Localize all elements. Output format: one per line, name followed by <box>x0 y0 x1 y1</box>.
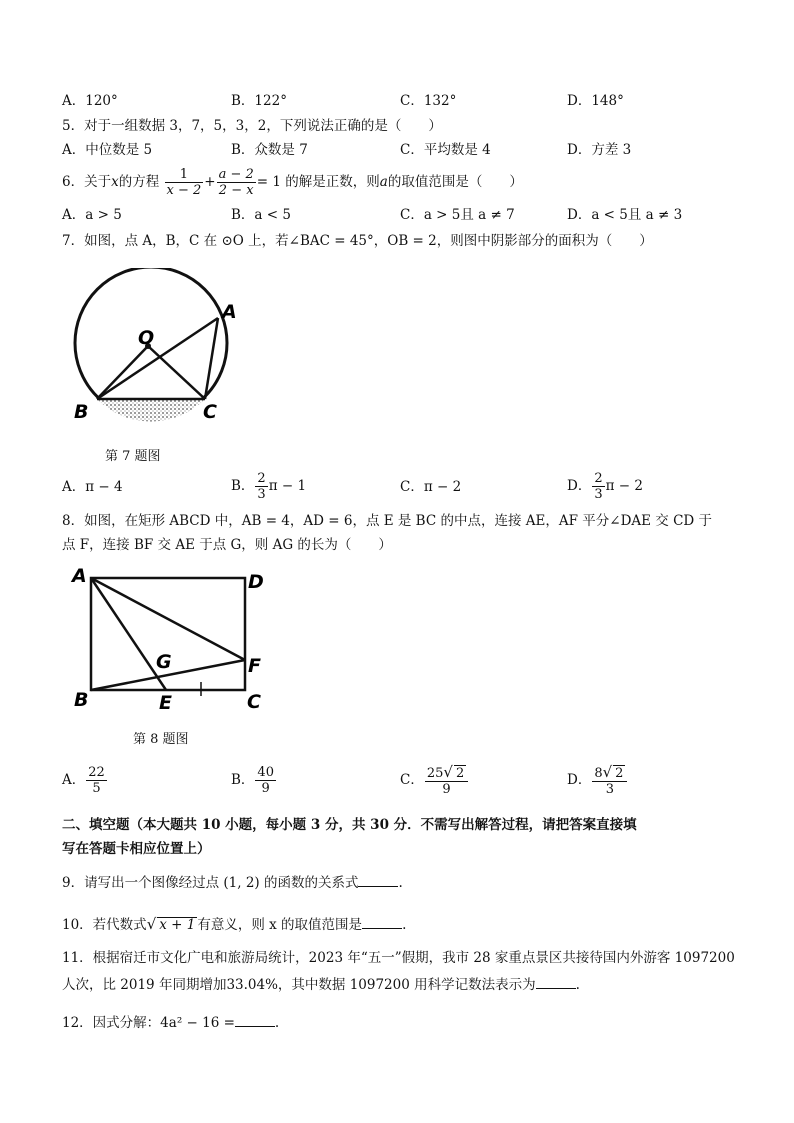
q8-option-a-fraction <box>86 765 107 796</box>
q5-option-c: C．平均数是 4 <box>400 142 491 158</box>
q8-option-c-prefix: C． <box>400 772 424 788</box>
q7-option-d <box>567 466 643 506</box>
q8-option-d-num <box>592 762 627 781</box>
q12-answer-blank[interactable] <box>235 1012 275 1027</box>
q6-suffix: 的取值范围是（ ） <box>387 174 523 190</box>
q6-eq: = 1 的解是正数，则 <box>256 174 380 190</box>
q8-option-d-coef: 8 <box>594 765 603 781</box>
q8-figure <box>66 562 276 722</box>
q8-option-d <box>567 760 628 800</box>
q7-option-b-prefix: B． <box>231 478 255 494</box>
section2-heading-line1: 二、填空题（本大题共 10 小题，每小题 3 分，共 30 分．不需写出解答过程，请把答案直接填 <box>62 817 637 833</box>
q9-end: . <box>398 875 403 891</box>
q10-answer-blank[interactable] <box>362 914 402 929</box>
q11-end: . <box>575 977 580 993</box>
q5-option-a: A．中位数是 5 <box>62 142 153 158</box>
q11-line1: 11．根据宿迁市文化广电和旅游局统计，2023 年“五一”假期，我市 28 家重点景区共接待国内外游客 1097200 <box>62 950 735 966</box>
q8-option-d-radicand: 2 <box>615 765 624 781</box>
q7-option-b-den: 3 <box>257 487 266 502</box>
q4-option-d: D．148° <box>567 93 624 109</box>
q7-shaded-segment <box>97 399 205 422</box>
q12-end: . <box>274 1015 280 1031</box>
q8-stem-line2: 点 F，连接 BF 交 AE 于点 G，则 AG 的长为（ ） <box>62 537 392 553</box>
q6-option-b: B．a < 5 <box>231 207 291 223</box>
q6-frac2-den: 2 − x <box>217 182 256 198</box>
q7-option-d-prefix: D． <box>567 478 592 494</box>
q8-option-c-radicand: 2 <box>455 765 465 781</box>
q8-label-c: C <box>247 691 261 713</box>
q8-segment-af <box>91 578 245 660</box>
q6-var-a: a <box>379 174 388 190</box>
q7-option-d-den: 3 <box>594 487 603 502</box>
q8-option-b-den: 9 <box>255 780 276 796</box>
q11-line2 <box>62 974 580 994</box>
q8-label-d: D <box>248 571 264 593</box>
q8-option-a-prefix: A． <box>62 772 86 788</box>
q8-option-d-radical-sign: √ <box>602 762 613 781</box>
q11-line2-text: 人次，比 2019 年同期增加33.04%，其中数据 1097200 用科学记数法表示为 <box>62 977 536 993</box>
q7-caption: 第 7 题图 <box>105 449 161 464</box>
q7-option-d-num: 2 <box>594 471 603 486</box>
q9-answer-blank[interactable] <box>358 872 398 887</box>
q8-label-b: B <box>74 689 89 711</box>
section2-heading-line2: 写在答题卡相应位置上） <box>62 841 211 857</box>
q8-option-a-num: 22 <box>88 765 105 780</box>
q6-option-a: A．a > 5 <box>62 207 122 223</box>
q8-option-c-den: 9 <box>425 781 468 797</box>
q8-option-d-fraction <box>592 762 627 797</box>
q7-option-d-suffix: π − 2 <box>605 478 643 494</box>
q7-option-d-fraction <box>592 471 604 502</box>
q5-stem: 5．对于一组数据 3，7，5，3，2，下列说法正确的是（ ） <box>62 118 442 134</box>
q4-option-c: C．132° <box>400 93 457 109</box>
q7-option-b-suffix: π − 1 <box>268 478 307 494</box>
q9-line <box>62 872 403 892</box>
q10-suffix: 有意义，则 x 的取值范围是 <box>197 917 363 933</box>
q5-option-d: D．方差 3 <box>567 142 632 158</box>
q6-mid: 的方程 <box>118 174 160 190</box>
q8-option-a <box>62 760 108 800</box>
q7-stem: 7．如图，点 A，B，C 在 ⊙O 上，若∠BAC = 45°，OB = 2，则图中阴影部分的面积为（ ） <box>62 233 653 249</box>
q7-label-o: O <box>138 327 155 349</box>
q8-option-b <box>231 760 277 800</box>
q8-option-c-num <box>425 762 468 781</box>
q7-option-a: A．π − 4 <box>62 479 123 495</box>
q7-label-c: C <box>203 401 217 423</box>
q7-label-a: A <box>222 301 237 323</box>
q10-radicand: x + 1 <box>159 917 196 933</box>
q8-segment-ae <box>91 578 166 690</box>
q10-end: . <box>402 917 407 933</box>
q8-option-c-fraction <box>425 762 468 797</box>
q6-frac1-den: x − 2 <box>166 183 202 198</box>
q8-option-c-coef: 25 <box>426 765 444 781</box>
q8-option-b-num: 40 <box>257 765 274 780</box>
q5-option-b: B．众数是 7 <box>231 142 308 158</box>
q8-label-e: E <box>159 692 172 714</box>
q6-var-x: x <box>111 174 119 190</box>
q8-option-d-den: 3 <box>592 781 627 797</box>
q10-prefix: 10．若代数式 <box>62 917 147 933</box>
q7-option-b-num: 2 <box>257 471 266 486</box>
q7-option-b <box>231 466 306 506</box>
q9-text: 9．请写出一个图像经过点 (1, 2) 的函数的关系式 <box>62 875 359 891</box>
q11-answer-blank[interactable] <box>536 974 576 989</box>
q8-option-d-prefix: D． <box>567 772 592 788</box>
q6-fraction-2 <box>217 167 256 198</box>
q10-line <box>62 914 406 934</box>
q8-rectangle <box>91 578 245 690</box>
q8-option-c-radical-sign: √ <box>443 762 453 781</box>
q4-option-b: B．122° <box>231 93 287 109</box>
q6-prefix: 6．关于 <box>62 174 112 190</box>
q8-label-a: A <box>72 565 87 587</box>
q8-option-b-prefix: B． <box>231 772 255 788</box>
q12-prefix: 12．因式分解：4a² − 16 = <box>62 1015 235 1031</box>
q6-plus: + <box>204 174 216 190</box>
q6-frac1-num: 1 <box>179 167 189 182</box>
q7-segment-oc <box>148 346 205 399</box>
q7-label-b: B <box>74 401 89 423</box>
q7-option-c: C．π − 2 <box>400 479 462 495</box>
q8-label-g: G <box>156 651 172 673</box>
q6-option-c: C．a > 5且 a ≠ 7 <box>400 207 515 223</box>
q12-line <box>62 1012 279 1032</box>
q7-option-b-fraction <box>255 471 267 502</box>
q7-segment-ab <box>97 318 218 399</box>
q8-option-a-den: 5 <box>86 780 107 796</box>
q7-segment-ob <box>97 346 148 399</box>
q8-label-f: F <box>248 655 261 677</box>
q4-option-a: A．120° <box>62 93 118 109</box>
q6-frac2-num: a − 2 <box>218 167 254 182</box>
q6-option-d: D．a < 5且 a ≠ 3 <box>567 207 683 223</box>
q8-option-c <box>400 760 469 800</box>
q7-figure <box>66 268 246 438</box>
q6-stem <box>62 166 523 198</box>
q8-option-b-fraction <box>255 765 276 796</box>
q8-stem-line1: 8．如图，在矩形 ABCD 中，AB = 4，AD = 6，点 E 是 BC 的中点，连接 AE，AF 平分∠DAE 交 CD 于 <box>62 513 713 529</box>
q6-fraction-1 <box>165 167 204 198</box>
q8-caption: 第 8 题图 <box>133 732 189 747</box>
q10-radical-sign: √ <box>146 915 157 933</box>
